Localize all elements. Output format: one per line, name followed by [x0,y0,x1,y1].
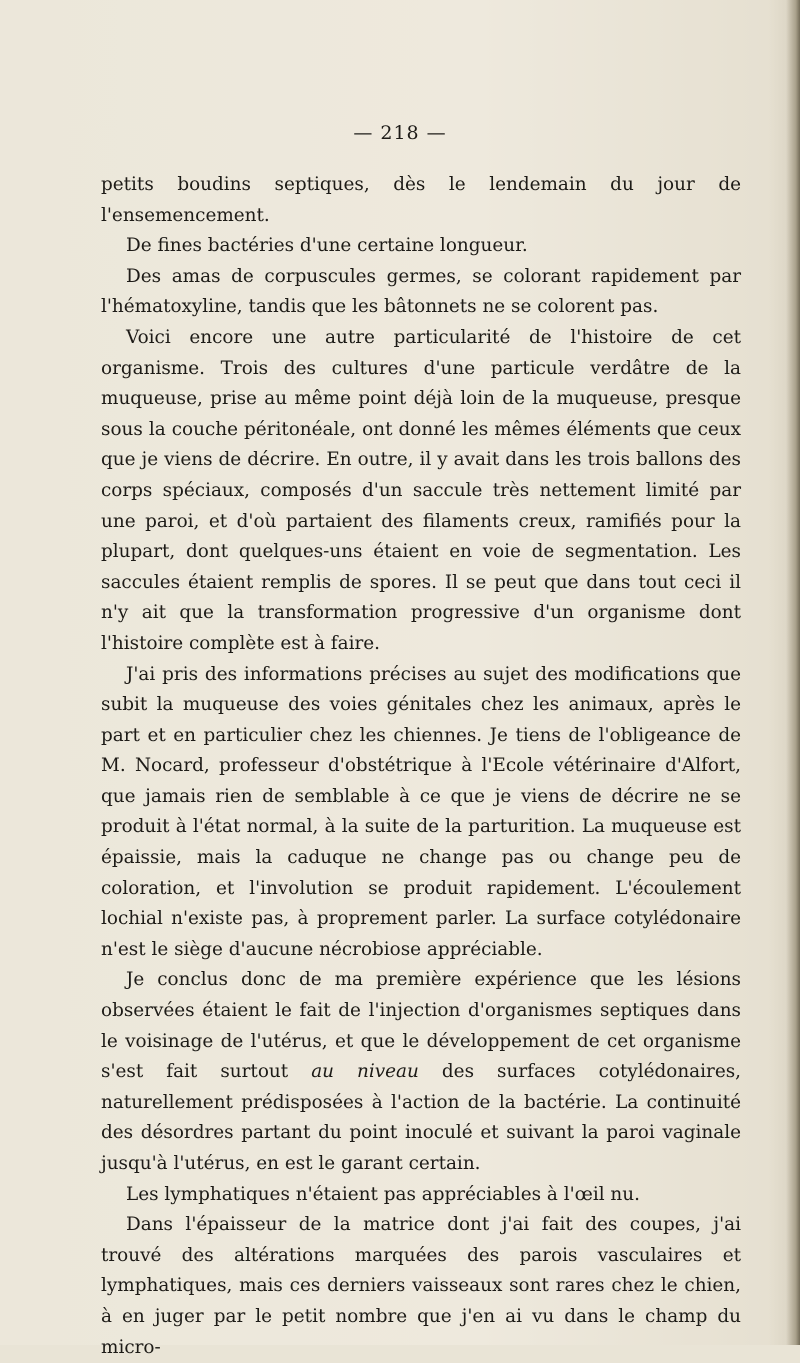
text-segment: Les lymphatiques n'étaient pas appréciables à l'œil nu. [126,1183,640,1205]
paragraph [101,1210,741,1363]
paragraph [101,660,741,966]
paragraph [101,323,741,660]
paragraph [101,231,741,262]
paragraph [101,170,741,231]
paragraph [101,1180,741,1211]
text-segment: Voici encore une autre particularité de l'histoire de cet organisme. Trois des cultures d'une particule verdâtre de la muqueuse, prise au même point déjà loin de la muqueuse, presque sous la couche péritonéale, ont donné les mêmes éléments que ceux que je viens de décrire. En outre, il y avait dans les trois ballons des corps spéciaux, composés d'un saccule très nettement limité par une paroi, et d'où partaient des filaments creux, ramifiés pour la plupart, dont quelques-uns étaient en voie de segmentation. Les saccules étaient remplis de spores. Il se peut que dans tout ceci il n'y ait que la transformation progressive d'un organisme dont l'histoire complète est à faire. [101,326,741,654]
text-segment: petits boudins septiques, dès le lendemain du jour de l'ensemencement. [101,174,741,226]
text-segment: Je conclus donc de ma première expérience que les lésions observées étaient le fait de l'injection d'organismes septiques dans le voisinage de l'utérus, et que le développement de cet organisme s'est fait surtout [101,969,741,1083]
body-text [101,170,741,1363]
page-number: — 218 — [353,122,447,144]
text-segment: De fines bactéries d'une certaine longueur. [126,235,528,257]
text-segment: Des amas de corpuscules germes, se colorant rapidement par l'hématoxyline, tandis que les bâtonnets ne se colorent pas. [101,265,741,318]
page-edge-shadow [786,0,800,1345]
text-segment: J'ai pris des informations précises au sujet des modifications que subit la muqueuse des voies génitales chez les animaux, après le part et en particulier chez les chiennes. Je tiens de l'obligeance de M. Nocard, professeur d'obstétrique à l'Ecole vétérinaire d'Alfort, que jamais rien de semblable à ce que je viens de décrire ne se produit à l'état normal, à la suite de la parturition. La muqueuse est épaissie, mais la caduque ne change pas ou change peu de coloration, et l'involution se produit rapidement. L'écoulement lochial n'existe pas, à proprement parler. La surface cotylédonaire n'est le siège d'aucune nécrobiose appréciable. [101,663,741,960]
paragraph [101,262,741,323]
italic-phrase: au niveau [311,1061,419,1083]
text-segment: des surfaces cotylédonaires, naturellement prédisposées à l'action de la bactérie. La continuité des désordres partant du point inoculé et suivant la paroi vaginale jusqu'à l'utérus, en est le garant certain. [101,1061,741,1174]
paragraph [101,965,741,1179]
text-segment: Dans l'épaisseur de la matrice dont j'ai fait des coupes, j'ai trouvé des altérations marquées des parois vasculaires et lymphatiques, mais ces derniers vaisseaux sont rares chez le chien, à en juger par le petit nombre que j'en ai vu dans le champ du micro- [101,1214,741,1358]
